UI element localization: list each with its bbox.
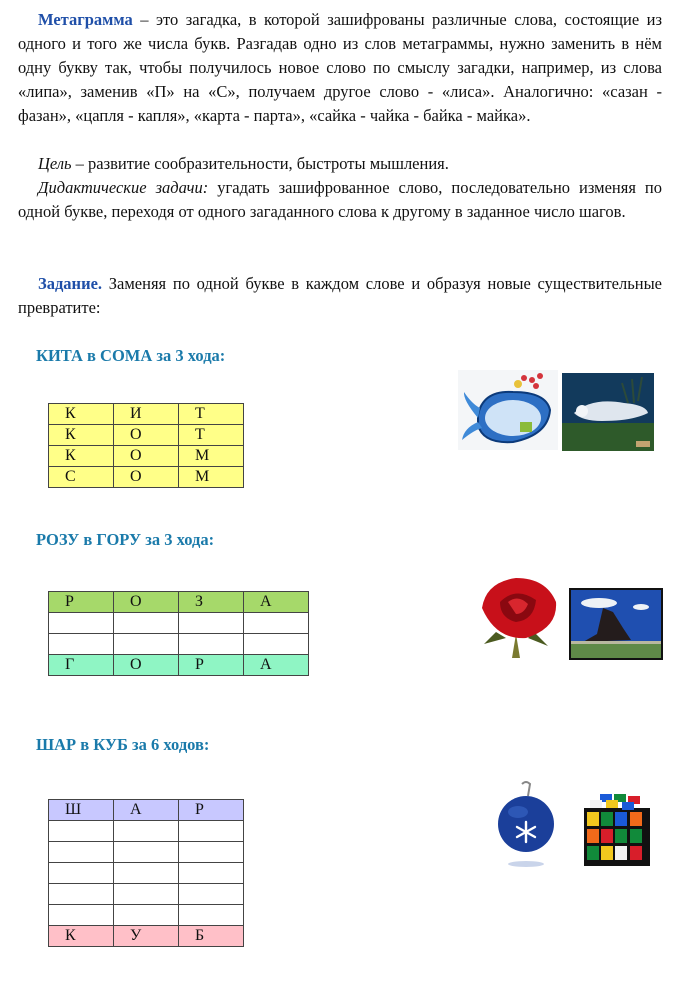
table-row bbox=[49, 926, 244, 947]
puzzle-3-heading: ШАР в КУБ за 6 ходов: bbox=[36, 735, 210, 754]
table-row bbox=[49, 467, 244, 488]
cell bbox=[179, 613, 244, 634]
goal-paragraph bbox=[18, 152, 662, 176]
table-row bbox=[49, 655, 309, 676]
cell: Т bbox=[179, 404, 244, 425]
cell bbox=[49, 821, 114, 842]
assignment-paragraph bbox=[18, 272, 662, 320]
mountain-picture bbox=[569, 588, 663, 660]
cell bbox=[114, 884, 179, 905]
cell: О bbox=[114, 446, 179, 467]
cell: О bbox=[114, 467, 179, 488]
cell bbox=[114, 613, 179, 634]
goal-text: – развитие сообразительности, быстроты мышления. bbox=[71, 154, 449, 173]
cell bbox=[179, 863, 244, 884]
puzzle-1-table bbox=[48, 403, 244, 488]
cell bbox=[49, 905, 114, 926]
cell bbox=[179, 884, 244, 905]
intro-text: – это загадка, в которой зашифрованы различные слова, состоящие из одного и того же числа букв. Разгадав одно из слов метаграммы, нужно заменить в нём одну букву так, чтобы получилось новое слово по смыслу загадки, например, из слова «липа», заменив «П» на «С», получаем другое слово - «лиса». Аналогично: «сазан - фазан», «цапля - капля», «карта - парта», «сайка - чайка - байка - майка». bbox=[18, 10, 662, 125]
cell: А bbox=[114, 800, 179, 821]
cell: А bbox=[244, 592, 309, 613]
cell: К bbox=[49, 425, 114, 446]
cell: Р bbox=[179, 655, 244, 676]
table-row bbox=[49, 842, 244, 863]
goal-label: Цель bbox=[38, 154, 72, 173]
cell: К bbox=[49, 926, 114, 947]
cell bbox=[179, 905, 244, 926]
christmas-ball-picture bbox=[496, 780, 560, 870]
cell: Ш bbox=[49, 800, 114, 821]
table-row bbox=[49, 634, 309, 655]
cell: О bbox=[114, 592, 179, 613]
cell: К bbox=[49, 446, 114, 467]
puzzle-2-table bbox=[48, 591, 309, 676]
assignment-text: Заменяя по одной букве в каждом слове и образуя новые существительные превратите: bbox=[18, 274, 662, 317]
cell bbox=[179, 821, 244, 842]
cell bbox=[179, 634, 244, 655]
cell bbox=[49, 884, 114, 905]
puzzle-2-heading: РОЗУ в ГОРУ за 3 хода: bbox=[36, 530, 215, 549]
rubiks-cube-picture bbox=[580, 790, 656, 868]
cell: Р bbox=[49, 592, 114, 613]
table-row bbox=[49, 446, 244, 467]
assignment-label: Задание. bbox=[38, 274, 103, 293]
whale-picture bbox=[458, 370, 558, 450]
cell: Р bbox=[179, 800, 244, 821]
cell bbox=[244, 613, 309, 634]
intro-paragraph bbox=[18, 8, 662, 128]
cell: Б bbox=[179, 926, 244, 947]
cell: Г bbox=[49, 655, 114, 676]
cell: М bbox=[179, 446, 244, 467]
cell: У bbox=[114, 926, 179, 947]
table-row bbox=[49, 821, 244, 842]
cell bbox=[49, 863, 114, 884]
table-row bbox=[49, 425, 244, 446]
table-row bbox=[49, 863, 244, 884]
tasks-label: Дидактические задачи: bbox=[38, 178, 209, 197]
puzzle-3-table bbox=[48, 799, 244, 947]
term-metagram: Метаграмма bbox=[38, 10, 133, 29]
cell: Т bbox=[179, 425, 244, 446]
catfish-picture bbox=[562, 373, 654, 451]
table-row bbox=[49, 592, 309, 613]
table-row bbox=[49, 404, 244, 425]
cell bbox=[114, 842, 179, 863]
tasks-text: угадать зашифрованное слово, последовательно изменяя по одной букве, переходя от одного загаданного слова к другому в заданное число шагов. bbox=[18, 178, 662, 221]
cell bbox=[49, 842, 114, 863]
tasks-paragraph bbox=[18, 176, 662, 224]
cell: О bbox=[114, 655, 179, 676]
cell: А bbox=[244, 655, 309, 676]
cell: С bbox=[49, 467, 114, 488]
rose-picture bbox=[476, 572, 562, 662]
cell: О bbox=[114, 425, 179, 446]
table-row bbox=[49, 613, 309, 634]
cell bbox=[114, 634, 179, 655]
table-row bbox=[49, 884, 244, 905]
puzzle-1-heading: КИТА в СОМА за 3 хода: bbox=[36, 346, 226, 365]
cell: М bbox=[179, 467, 244, 488]
cell: К bbox=[49, 404, 114, 425]
cell bbox=[244, 634, 309, 655]
cell bbox=[49, 634, 114, 655]
cell bbox=[49, 613, 114, 634]
table-row bbox=[49, 905, 244, 926]
cell: З bbox=[179, 592, 244, 613]
cell: И bbox=[114, 404, 179, 425]
cell bbox=[179, 842, 244, 863]
cell bbox=[114, 863, 179, 884]
cell bbox=[114, 821, 179, 842]
table-row bbox=[49, 800, 244, 821]
cell bbox=[114, 905, 179, 926]
